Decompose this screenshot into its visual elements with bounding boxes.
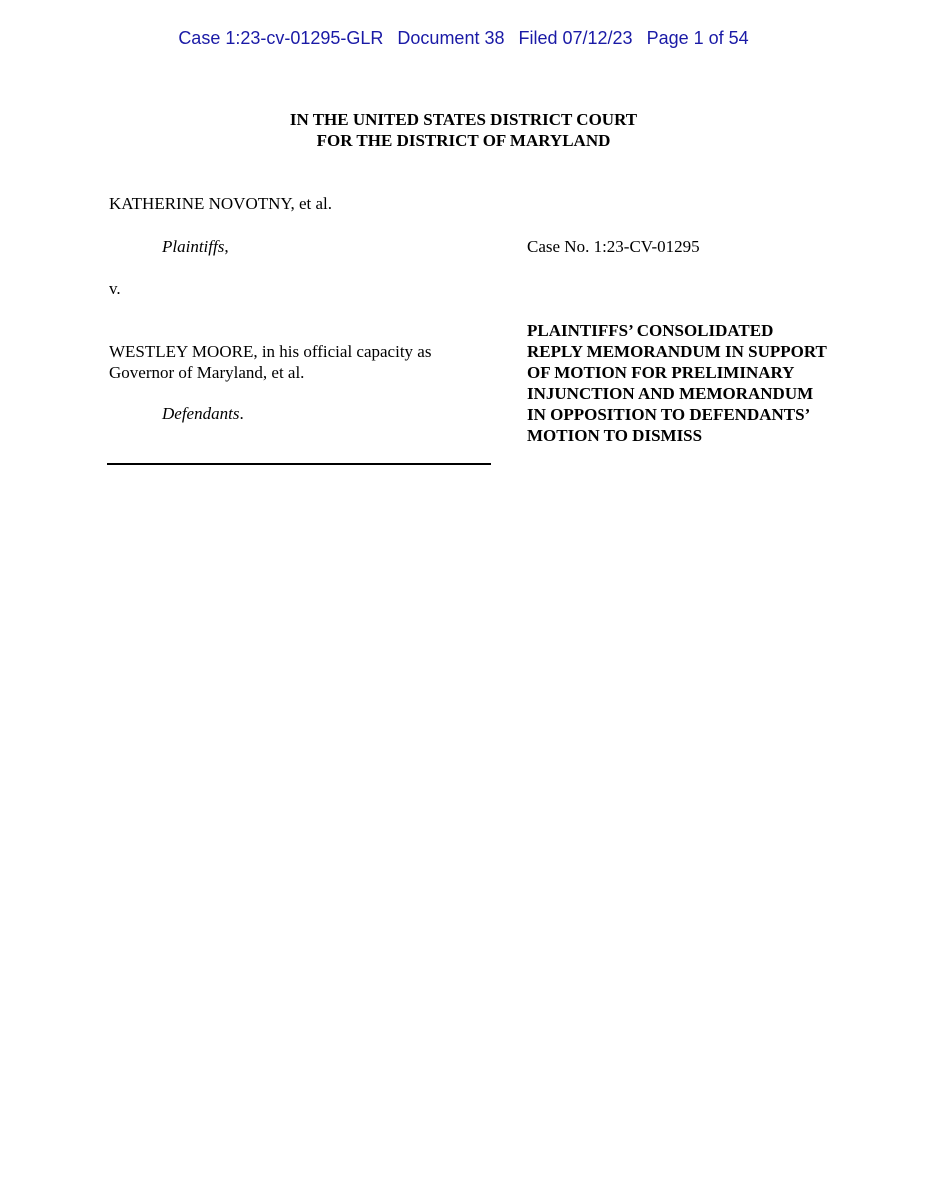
court-title-line-2: FOR THE DISTRICT OF MARYLAND <box>316 131 611 150</box>
caption-divider <box>107 463 491 465</box>
court-title <box>0 109 927 151</box>
versus-label: v. <box>109 279 121 298</box>
document-title-line-3: OF MOTION FOR PRELIMINARY <box>527 363 795 382</box>
document-title-line-1: PLAINTIFFS’ CONSOLIDATED <box>527 321 774 340</box>
plaintiffs-role-label: Plaintiffs <box>162 237 225 256</box>
defendant-party-line-1: WESTLEY MOORE, in his official capacity as <box>109 342 432 361</box>
ecf-filing-header <box>0 28 927 49</box>
defendants-role-suffix: . <box>239 404 244 423</box>
court-title-line-1: IN THE UNITED STATES DISTRICT COURT <box>289 110 638 129</box>
document-title-line-5: IN OPPOSITION TO DEFENDANTS’ <box>527 405 811 424</box>
plaintiffs-role-suffix: , <box>224 237 229 256</box>
defendants-role-label: Defendants <box>162 404 240 423</box>
defendant-party-line-2: Governor of Maryland, et al. <box>109 363 305 382</box>
page-count: Page 1 of 54 <box>646 28 749 48</box>
filed-date: Filed 07/12/23 <box>518 28 633 48</box>
document-number: Document 38 <box>397 28 505 48</box>
defendants-role <box>162 403 547 424</box>
document-title-line-6: MOTION TO DISMISS <box>527 426 703 445</box>
document-title-line-4: INJUNCTION AND MEMORANDUM <box>527 384 814 403</box>
document-title-line-2: REPLY MEMORANDUM IN SUPPORT <box>527 342 827 361</box>
document-title <box>527 320 867 446</box>
defendant-party <box>109 341 479 383</box>
plaintiff-party: KATHERINE NOVOTNY, et al. <box>109 194 333 213</box>
case-number: Case No. 1:23-CV-01295 <box>527 237 700 256</box>
plaintiffs-role <box>162 236 547 257</box>
case-identifier: Case 1:23-cv-01295-GLR <box>178 28 384 48</box>
